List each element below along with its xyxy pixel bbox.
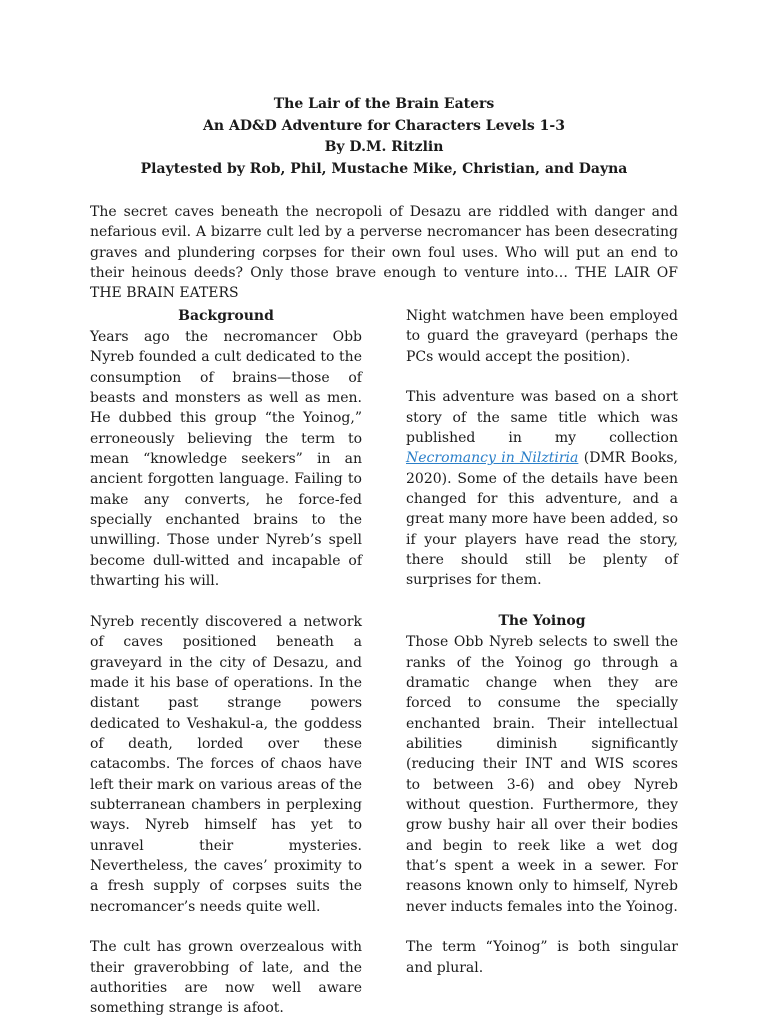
- intro-paragraph: The secret caves beneath the necropoli of Desazu are riddled with danger and nefarious evil. A bizarre cult led by a perverse necromancer has been desecrating graves and plundering corpses for their own foul uses. Who will put an end to their heinous deeds? Only those brave enough to venture into… THE LAIR OF THE BRAIN EATERS: [90, 204, 678, 302]
- background-paragraph-1: Years ago the necromancer Obb Nyreb founded a cult dedicated to the consumption of brains—those of beasts and monsters as well as men. He dubbed this group “the Yoinog,” erroneously believing the term to mean “knowledge seekers” in an ancient forgotten language. Failing to make any converts, he force-fed specially enchanted brains to the unwilling. Those under Nyreb’s spell become dull-witted and incapable of thwarting his will.: [90, 329, 362, 590]
- left-column: [90, 306, 362, 1019]
- background-heading: Background: [178, 308, 274, 324]
- background-paragraph-2: Nyreb recently discovered a network of caves positioned beneath a graveyard in the city of Desazu, and made it his base of operations. In the distant past strange powers dedicated to Veshakul-a, the goddess of death, lorded over these catacombs. The forces of chaos have left their mark on various areas of the subterranean chambers in perplexing ways. Nyreb himself has yet to unravel their mysteries. Nevertheless, the caves’ proximity to a fresh supply of corpses suits the necromancer’s needs quite well.: [90, 613, 362, 915]
- background-paragraph-3: The cult has grown overzealous with their graverobbing of late, and the authorities are now well aware something strange is afoot.: [90, 939, 362, 1017]
- watchmen-paragraph: Night watchmen have been employed to guard the graveyard (perhaps the PCs would accept the position).: [406, 308, 678, 365]
- yoinog-heading: The Yoinog: [498, 613, 586, 630]
- right-column: [406, 306, 678, 978]
- document-subtitle: An AD&D Adventure for Characters Levels 1-3: [203, 117, 565, 134]
- book-link[interactable]: Necromancy in Nilztiria: [406, 450, 579, 467]
- title-block: [0, 94, 768, 181]
- source-paragraph: [406, 387, 678, 590]
- yoinog-paragraph-2: The term “Yoinog” is both singular and plural.: [406, 939, 678, 976]
- document-author: By D.M. Ritzlin: [324, 139, 444, 156]
- yoinog-paragraph-1: Those Obb Nyreb selects to swell the ranks of the Yoinog go through a dramatic change when they are forced to consume the specially enchanted brain. Their intellectual abilities diminish significantly (reducing their INT and WIS scores to between 3-6) and obey Nyreb without question. Furthermore, they grow bushy hair all over their bodies and begin to reek like a wet dog that’s spent a week in a sewer. For reasons known only to himself, Nyreb never inducts females into the Yoinog.: [406, 634, 678, 915]
- source-text-before: This adventure was based on a short story of the same title which was published in my collection: [406, 389, 678, 447]
- document-title: The Lair of the Brain Eaters: [273, 96, 495, 112]
- document-playtesters: Playtested by Rob, Phil, Mustache Mike, Christian, and Dayna: [140, 161, 628, 178]
- source-text-after: (DMR Books, 2020). Some of the details have been changed for this adventure, and a great many more have been added, so if your players have read the story, there should still be plenty of surprises for them.: [406, 450, 678, 589]
